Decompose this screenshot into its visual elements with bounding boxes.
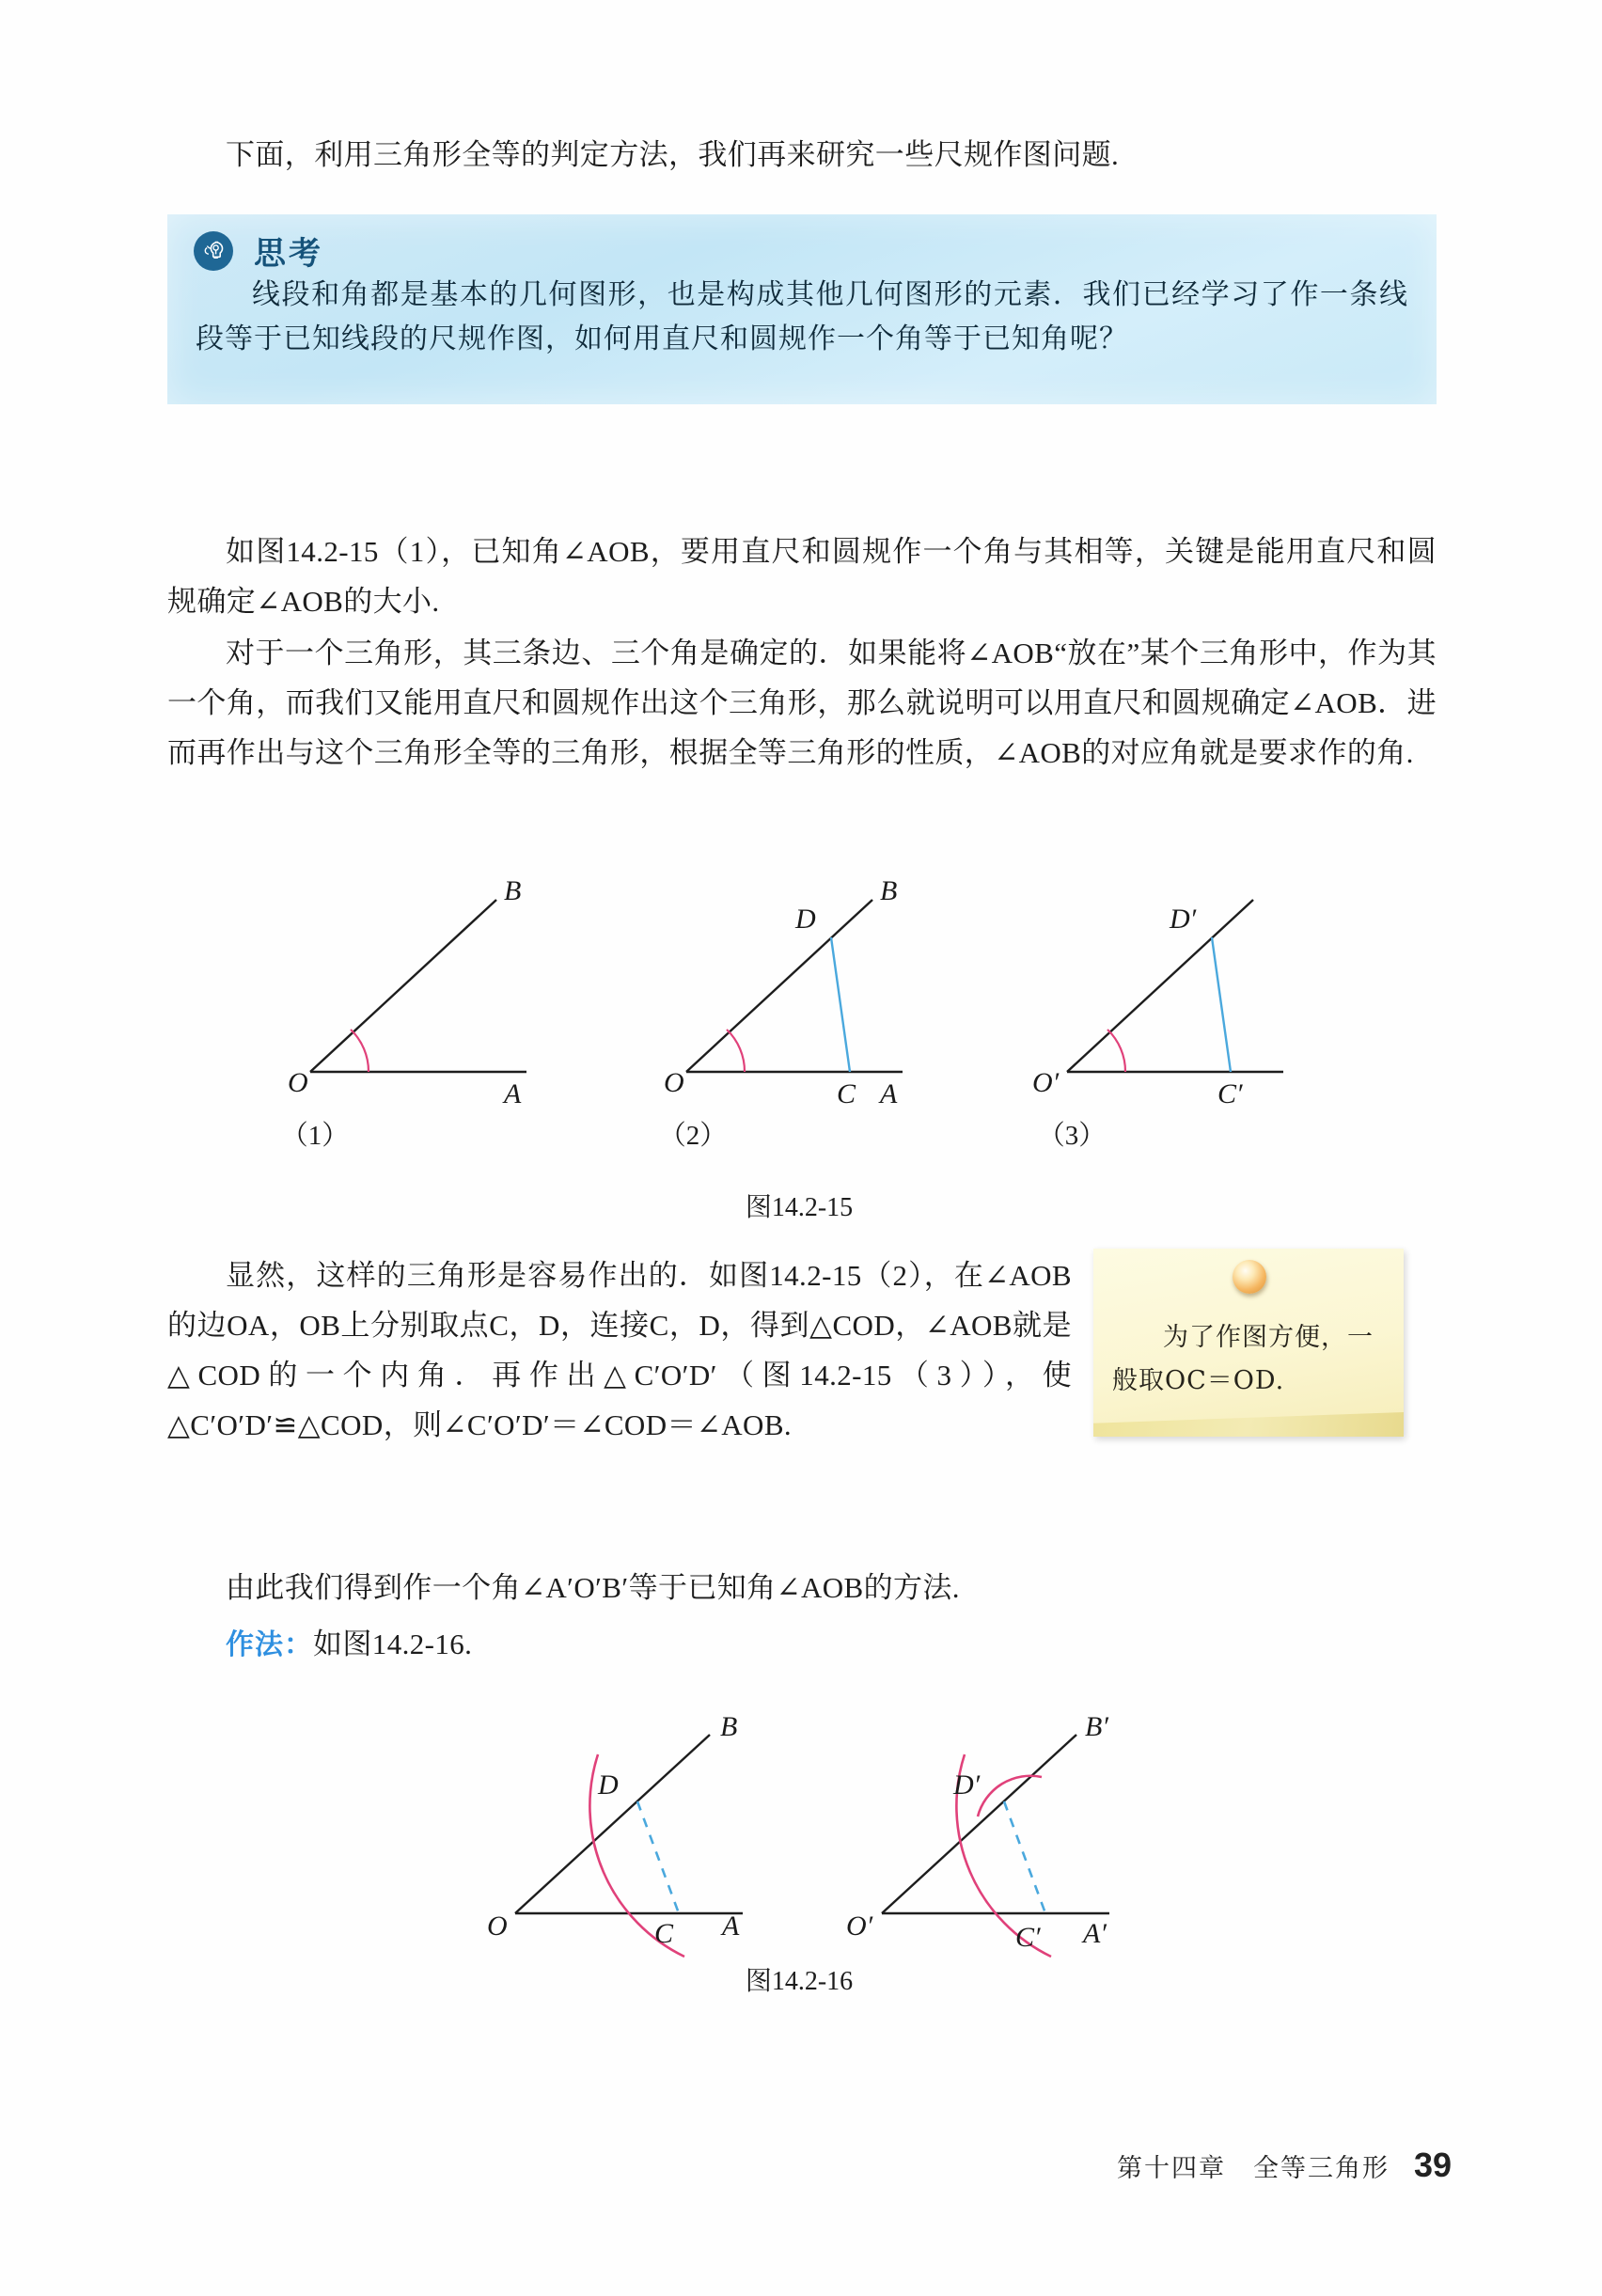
figure-panel-3	[1032, 900, 1283, 1109]
body-paragraph-1: 如图14.2-15（1），已知角∠AOB，要用直尺和圆规作一个角与其相等，关键是能用直尺和圆规确定∠AOB的大小.	[167, 535, 1437, 618]
svg-text:D′: D′	[1170, 904, 1197, 935]
footer-chapter: 第十四章 全等三角形	[1116, 2154, 1390, 2182]
wrap-paragraph: 显然，这样的三角形是容易作出的．如图14.2-15（2），在∠AOB的边OA，OB上分别取点C，D，连接C，D，得到△COD，∠AOB就是△COD的一个内角．再作出△C′O′D′（图14.2-15（3）），使△C′O′D′≌△COD，则∠C′O′D′＝∠COD＝∠AOB.	[167, 1259, 1072, 1441]
figure-14-2-16-graphic	[470, 1711, 1222, 1993]
figure-sub-label-3: （3）	[1037, 1121, 1107, 1151]
figure-sub-label-2: （2）	[658, 1121, 728, 1151]
figure-panel-1	[288, 879, 526, 1109]
think-body-text: 线段和角都是基本的几何图形，也是构成其他几何图形的元素．我们已经学习了作一条线段等于已知线段的尺规作图，如何用直尺和圆规作一个角等于已知角呢？	[196, 278, 1408, 355]
figure-14-2-16-caption: 图14.2-16	[745, 1967, 854, 1996]
method-text: 如图14.2-16.	[313, 1628, 473, 1660]
figure-16-panel-left	[487, 1711, 743, 1957]
gold-sphere-pin-icon	[1233, 1260, 1266, 1294]
sticky-note-text: 为了作图方便，一般取OC＝OD.	[1112, 1323, 1374, 1395]
svg-text:O: O	[487, 1911, 508, 1942]
svg-text:B: B	[880, 879, 898, 906]
svg-text:O′: O′	[846, 1911, 873, 1942]
think-header	[194, 228, 323, 274]
conclusion-paragraph: 由此我们得到作一个角∠A′O′B′等于已知角∠AOB的方法.	[226, 1571, 960, 1604]
svg-text:O′: O′	[1032, 1067, 1060, 1098]
figure-14-2-15-caption: 图14.2-15	[745, 1193, 854, 1222]
svg-text:C: C	[654, 1918, 674, 1949]
method-label: 作法：	[226, 1628, 313, 1661]
svg-text:D: D	[795, 904, 816, 935]
svg-text:B: B	[504, 879, 522, 906]
think-callout-box	[167, 214, 1437, 404]
svg-text:A: A	[722, 1911, 740, 1942]
svg-text:A: A	[880, 1078, 898, 1109]
thinking-head-lightbulb-icon	[194, 231, 233, 271]
svg-text:C′: C′	[1217, 1078, 1243, 1109]
svg-text:A: A	[504, 1078, 522, 1109]
svg-text:C′: C′	[1015, 1922, 1041, 1953]
svg-text:B: B	[720, 1711, 738, 1742]
footer-page-number: 39	[1413, 2146, 1452, 2184]
intro-paragraph: 下面，利用三角形全等的判定方法，我们再来研究一些尺规作图问题.	[226, 138, 1120, 171]
sticky-note	[1093, 1249, 1404, 1437]
svg-text:C: C	[837, 1078, 856, 1109]
svg-text:B′: B′	[1085, 1711, 1108, 1742]
figure-14-2-15-graphic	[282, 879, 1363, 1133]
body-paragraph-2: 对于一个三角形，其三条边、三个角是确定的．如果能将∠AOB“放在”某个三角形中，作为其一个角，而我们又能用直尺和圆规作出这个三角形，那么就说明可以用直尺和圆规确定∠AOB．进而再作出与这个三角形全等的三角形，根据全等三角形的性质，∠AOB的对应角就是要求作的角.	[167, 637, 1437, 769]
svg-text:O: O	[664, 1067, 684, 1098]
figure-16-panel-right	[846, 1711, 1109, 1957]
method-line	[226, 1619, 1438, 1670]
svg-text:D: D	[598, 1769, 619, 1801]
svg-text:A′: A′	[1083, 1918, 1107, 1949]
svg-text:D′: D′	[953, 1769, 981, 1801]
figure-panel-2	[664, 879, 903, 1109]
page-footer	[1117, 2146, 1452, 2185]
think-title: 思考	[254, 235, 323, 273]
svg-text:O: O	[288, 1067, 308, 1098]
figure-sub-label-1: （1）	[280, 1121, 350, 1151]
